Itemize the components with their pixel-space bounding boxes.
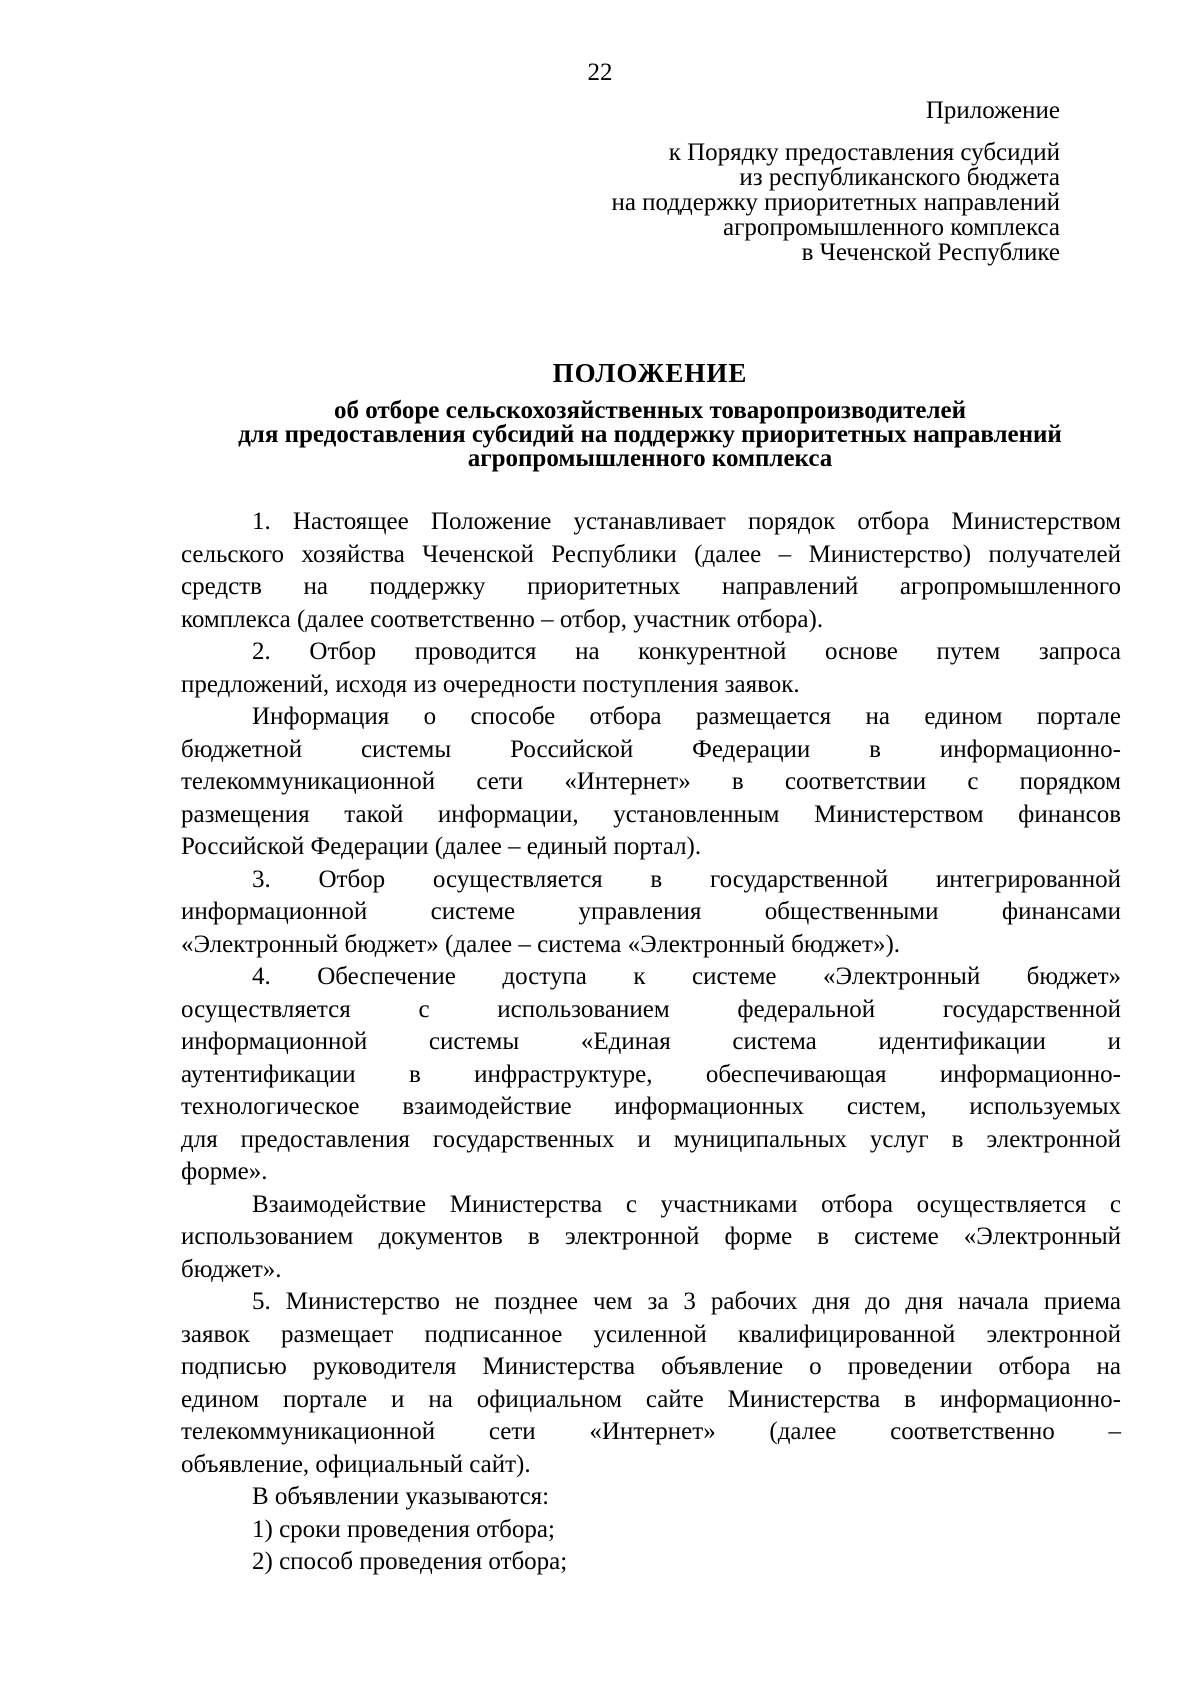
paragraph-1-line: средств на поддержку приоритетных направлений агропромышленного [181, 573, 1121, 600]
paragraph-5-line: объявление, официальный сайт). [181, 1450, 531, 1478]
announcement-intro-line: В объявлении указываются: [252, 1483, 550, 1510]
appendix-line: на поддержку приоритетных направлений [611, 189, 1060, 216]
paragraph-interaction-line: использованием документов в электронной форме в системе «Электронный [181, 1223, 1121, 1250]
page-number: 22 [587, 59, 613, 86]
paragraph-interaction-line: бюджет». [181, 1255, 282, 1283]
paragraph-4-line: аутентификации в инфраструктуре, обеспечивающая информационно- [181, 1060, 1121, 1088]
paragraph-info-line: бюджетной системы Российской Федерации в информационно- [181, 735, 1121, 763]
paragraph-4-line: 4. Обеспечение доступа к системе «Электронный бюджет» [252, 963, 1121, 990]
paragraph-4-line: информационной системы «Единая система идентификации и [181, 1028, 1121, 1055]
heading-subtitle-line: для предоставления субсидий на поддержку приоритетных направлений [238, 421, 1062, 448]
paragraph-info-line: Российской Федерации (далее – единый портал). [181, 833, 702, 860]
paragraph-5-line: телекоммуникационной сети «Интернет» (далее соответственно – [181, 1418, 1121, 1445]
paragraph-1-line: сельского хозяйства Чеченской Республики (далее – Министерство) получателей [181, 540, 1121, 568]
paragraph-4-line: для предоставления государственных и муниципальных услуг в электронной [181, 1125, 1121, 1153]
paragraph-4-line: осуществляется с использованием федеральной государственной [181, 995, 1121, 1023]
heading-subtitle-line: агропромышленного комплекса [467, 445, 833, 472]
appendix-line: к Порядку предоставления субсидий [668, 139, 1060, 166]
appendix-title: Приложение [925, 97, 1060, 124]
paragraph-3-line: «Электронный бюджет» (далее – система «Электронный бюджет»). [181, 930, 901, 958]
announcement-list-item: 1) сроки проведения отбора; [252, 1515, 555, 1543]
paragraph-4-line: форме». [181, 1158, 268, 1185]
document-body [181, 506, 1121, 1579]
heading-subtitle-line: об отборе сельскохозяйственных товаропроизводителей [333, 397, 967, 424]
paragraph-5-line: заявок размещает подписанное усиленной квалифицированной электронной [181, 1320, 1121, 1348]
appendix-line: агропромышленного комплекса [722, 214, 1060, 241]
paragraph-5-line: 5. Министерство не позднее чем за 3 рабочих дня до дня начала приема [252, 1288, 1121, 1315]
paragraph-info-line: Информация о способе отбора размещается на едином портале [252, 703, 1121, 730]
paragraph-5-line: едином портале и на официальном сайте Министерства в информационно- [181, 1385, 1121, 1413]
paragraph-3-line: 3. Отбор осуществляется в государственной интегрированной [252, 865, 1121, 893]
paragraph-1-line: 1. Настоящее Положение устанавливает порядок отбора Министерством [252, 508, 1121, 535]
paragraph-5-line: подписью руководителя Министерства объявление о проведении отбора на [181, 1353, 1121, 1380]
paragraph-info-line: телекоммуникационной сети «Интернет» в соответствии с порядком [181, 768, 1121, 795]
paragraph-3-line: информационной системе управления общественными финансами [181, 898, 1121, 925]
appendix-block [440, 96, 1060, 265]
document-heading [180, 357, 1120, 471]
appendix-line: в Чеченской Республике [801, 239, 1060, 266]
announcement-list-item: 2) способ проведения отбора; [252, 1548, 568, 1575]
paragraph-interaction-line: Взаимодействие Министерства с участниками отбора осуществляется с [252, 1190, 1121, 1218]
paragraph-4-line: технологическое взаимодействие информационных систем, используемых [181, 1093, 1121, 1120]
paragraph-2-line: 2. Отбор проводится на конкурентной основе путем запроса [252, 638, 1121, 665]
appendix-line: из республиканского бюджета [739, 164, 1060, 191]
paragraph-info-line: размещения такой информации, установленным Министерством финансов [181, 800, 1121, 828]
paragraph-2-line: предложений, исходя из очередности поступления заявок. [181, 670, 800, 698]
paragraph-1-line: комплекса (далее соответственно – отбор, участник отбора). [181, 605, 824, 633]
heading-title: ПОЛОЖЕНИЕ [552, 358, 748, 388]
